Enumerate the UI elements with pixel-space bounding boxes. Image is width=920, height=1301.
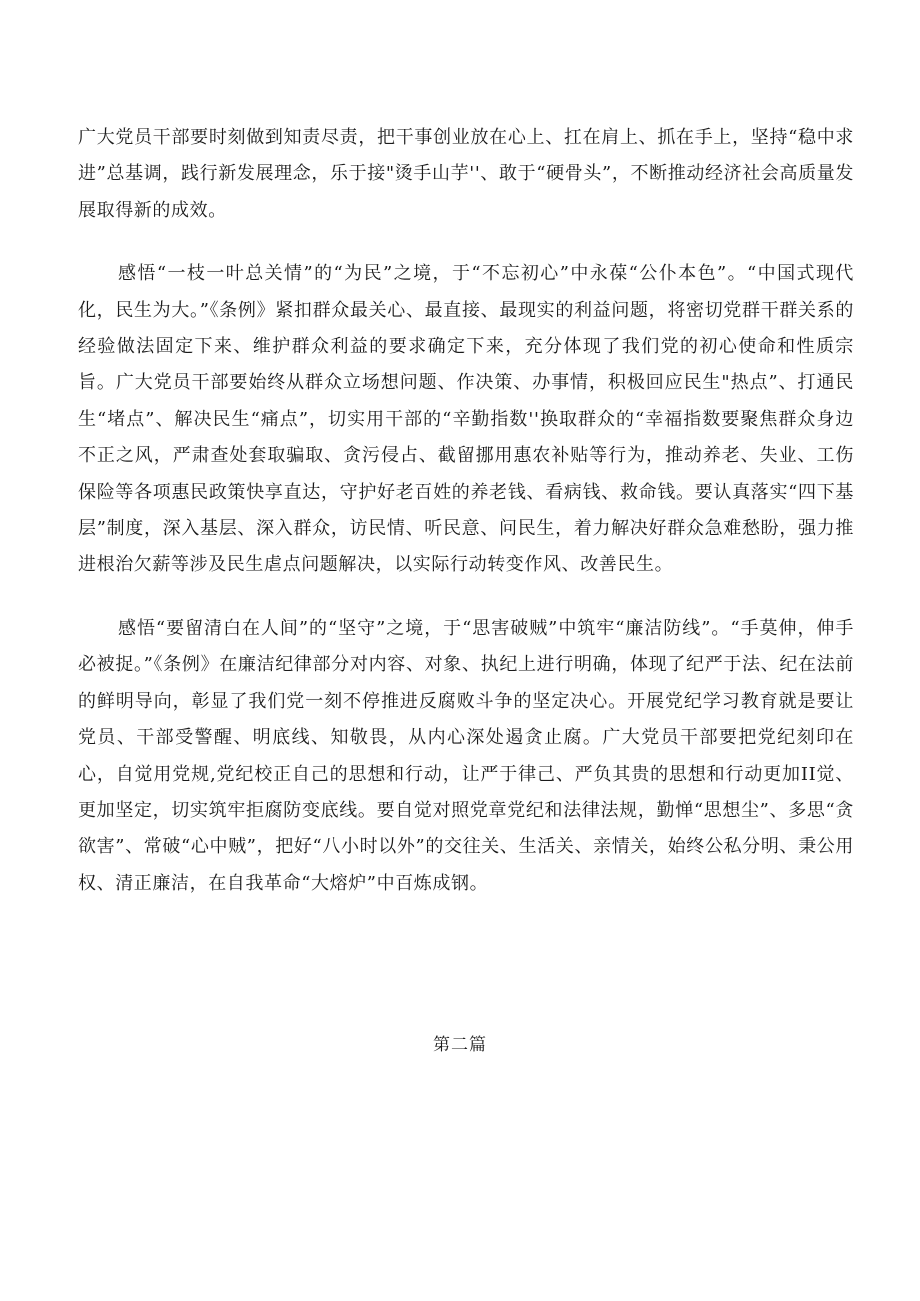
paragraph-1: 广大党员干部要时刻做到知责尽责，把干事创业放在心上、扛在肩上、抓在手上，坚持“稳中求进”总基调，践行新发展理念，乐于接"烫手山芋''、敢于“硬骨头”，不断推动经济社会高质量发展取得新的成效。 bbox=[78, 127, 854, 221]
paragraph-gap bbox=[78, 229, 854, 256]
paragraph-2: 感悟“一枝一叶总关情”的“为民”之境，于“不忘初心”中永葆“公仆本色”。“中国式现代化，民生为大。”《条例》紧扣群众最关心、最直接、最现实的利益问题，将密切党群干群关系的经验做法固定下来、维护群众利益的要求确定下来，充分体现了我们党的初心使命和性质宗旨。广大党员干部要始终从群众立场想问题、作决策、办事情，积极回应民生"热点”、打通民生“堵点”、解决民生“痛点”，切实用干部的“辛勤指数''换取群众的“幸福指数要聚焦群众身边不正之风，严肃查处套取骗取、贪污侵占、截留挪用惠农补贴等行为，推动养老、失业、工伤保险等各项惠民政策快享直达，守护好老百姓的养老钱、看病钱、救命钱。要认真落实“四下基层”制度，深入基层、深入群众，访民情、听民意、问民生，着力解决好群众急难愁盼，强力推进根治欠薪等涉及民生虐点问题解决，以实际行动转变作风、改善民生。 bbox=[78, 263, 854, 576]
paragraph-gap bbox=[78, 584, 854, 611]
document-body bbox=[78, 120, 854, 902]
section-heading: 第二篇 bbox=[433, 1035, 487, 1055]
paragraph-3: 感悟“要留清白在人间”的“坚守”之境，于“思害破贼”中筑牢“廉洁防线”。“手莫伸，伸手必被捉。”《条例》在廉洁纪律部分对内容、对象、执纪上进行明确，体现了纪严于法、纪在法前的鲜明导向，彰显了我们党一刻不停推进反腐败斗争的坚定决心。开展党纪学习教育就是要让党员、干部受警醒、明底线、知敬畏，从内心深处遏贪止腐。广大党员干部要把党纪刻印在心，自觉用党规,党纪校正自己的思想和行动，让严于律己、严负其贵的思想和行动更加II觉、更加坚定，切实筑牢拒腐防变底线。要自觉对照党章党纪和法律法规，勤惮“思想尘”、多思“贪欲害”、常破“心中贼”，把好“八小时以外”的交往关、生活关、亲情关，始终公私分明、秉公用权、清正廉洁，在自我革命“大熔炉”中百炼成钢。 bbox=[78, 617, 854, 894]
